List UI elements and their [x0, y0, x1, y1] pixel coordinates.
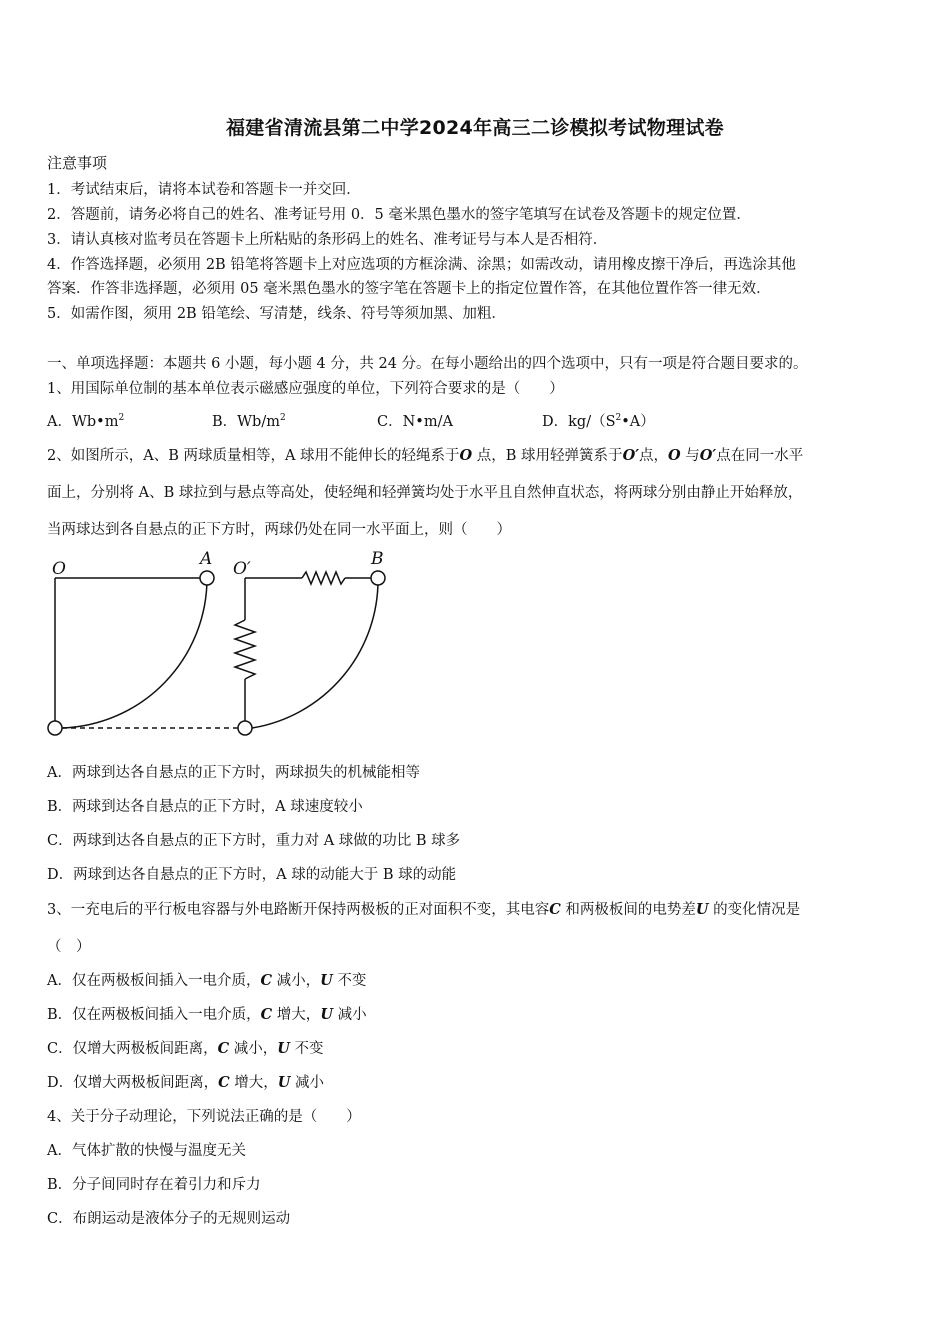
note-item: 3．请认真核对监考员在答题卡上所粘贴的条形码上的姓名、准考证号与本人是否相符． [47, 232, 608, 248]
note-item: 2．答题前，请务必将自己的姓名、准考证号用 0．5 毫米黑色墨水的签字笔填写在试卷及答题卡的规定位置． [47, 207, 751, 223]
page-title: 福建省清流县第二中学2024年高三二诊模拟考试物理试卷 [226, 117, 724, 139]
q2-option-d: D．两球到达各自悬点的正下方时，A 球的动能大于 B 球的动能 [47, 867, 457, 883]
ball-b-bottom [238, 721, 252, 735]
q1-option-a: A．$Wb•m^2$ [47, 413, 125, 430]
question-3-stem-line1: 3、一充电后的平行板电容器与外电路断开保持两极板的正对面积不变，其电容C 和两极板间的电势差U 的变化情况是 [47, 901, 801, 918]
note-item: 4．作答选择题，必须用 2B 铅笔将答题卡上对应选项的方框涂满、涂黑；如需改动，请用橡皮擦干净后，再选涂其他 [47, 257, 796, 273]
q3-option-a: A．仅在两极板间插入一电介质，C 减小，U 不变 [47, 972, 367, 989]
label-b: B [371, 549, 384, 569]
q4-option-c: C．布朗运动是液体分子的无规则运动 [47, 1211, 291, 1227]
ball-a-bottom [48, 721, 62, 735]
question-1-options [47, 410, 655, 431]
ball-b-start [371, 571, 385, 585]
question-3-stem-line2: （ ） [47, 939, 91, 955]
question-4-stem: 4、关于分子动理论，下列说法正确的是（ ） [47, 1109, 361, 1125]
ball-b-path [252, 578, 378, 728]
question-1-stem: 1、用国际单位制的基本单位表示磁感应强度的单位，下列符合要求的是（ ） [47, 381, 564, 397]
label-a: A [200, 549, 213, 569]
note-item: 答案．作答非选择题，必须用 05 毫米黑色墨水的签字笔在答题卡上的指定位置作答，在其他位置作答一律无效． [47, 281, 771, 297]
q3-option-b: B．仅在两极板间插入一电介质，C 增大，U 减小 [47, 1006, 367, 1023]
note-item: 5．如需作图，须用 2B 铅笔绘、写清楚，线条、符号等须加黑、加粗． [47, 306, 506, 322]
q2-option-a: A．两球到达各自悬点的正下方时，两球损失的机械能相等 [47, 765, 420, 781]
q1-option-b: B．$Wb/m^2$ [212, 413, 286, 430]
ball-a-start [200, 571, 214, 585]
q4-option-a: A．气体扩散的快慢与温度无关 [47, 1143, 246, 1159]
q4-option-b: B．分子间同时存在着引力和斥力 [47, 1177, 261, 1193]
note-item: 1．考试结束后，请将本试卷和答题卡一并交回． [47, 182, 361, 198]
q1-option-d: D．$kg/(S^2•A)$ [542, 413, 655, 430]
label-o-prime: O′ [233, 559, 251, 579]
section-heading: 一、单项选择题：本题共 6 小题，每小题 4 分，共 24 分。在每小题给出的四个选项中，只有一项是符合题目要求的。 [47, 356, 808, 372]
spring-vertical-coil [235, 620, 255, 679]
q1-option-c: C．N•m/A [377, 414, 453, 430]
spring-horizontal-coil [302, 572, 345, 584]
q2-option-b: B．两球到达各自悬点的正下方时，A 球速度较小 [47, 799, 363, 815]
q3-option-d: D．仅增大两极板间距离，C 增大，U 减小 [47, 1074, 325, 1091]
question-2-stem-line3: 当两球达到各自悬点的正下方时，两球仍处在同一水平面上，则（ ） [47, 522, 511, 538]
pendulum-spring-figure [40, 548, 400, 743]
question-2-stem-line2: 面上，分别将 A、B 球拉到与悬点等高处，使轻绳和轻弹簧均处于水平且自然伸直状态，将两球分别由静止开始释放， [47, 485, 803, 501]
label-o: O [52, 559, 66, 579]
q2-option-c: C．两球到达各自悬点的正下方时，重力对 A 球做的功比 B 球多 [47, 833, 461, 849]
ball-a-path [62, 578, 207, 728]
question-2-stem-line1: 2、如图所示，A、B 两球质量相等，A 球用不能伸长的轻绳系于O 点，B 球用轻弹簧系于O′点，O 与O′点在同一水平 [47, 447, 804, 464]
notes-heading: 注意事项 [47, 154, 108, 172]
q3-option-c: C．仅增大两极板间距离，C 减小，U 不变 [47, 1040, 324, 1057]
